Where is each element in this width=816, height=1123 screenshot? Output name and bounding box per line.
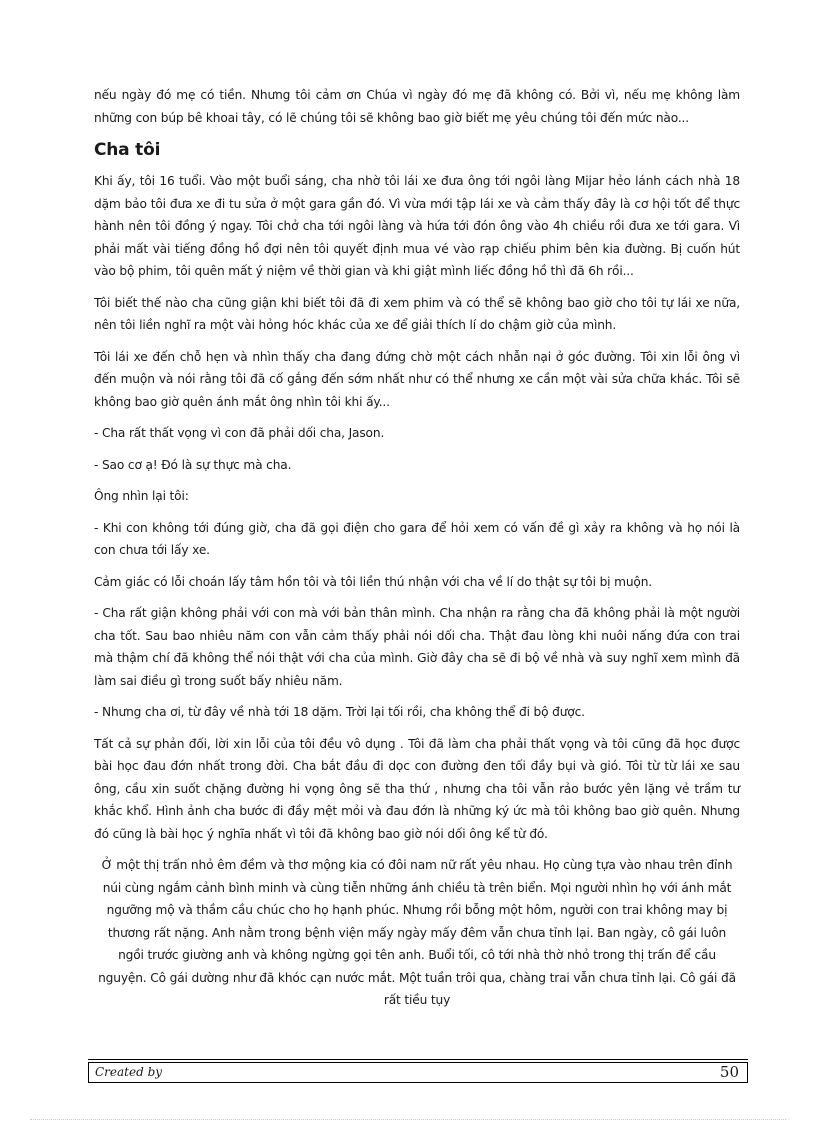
page-number: 50: [719, 1063, 739, 1081]
dialogue-line: - Sao cơ ạ! Đó là sự thực mà cha.: [94, 457, 292, 472]
body-paragraph: Cảm giác có lỗi choán lấy tâm hồn tôi và tôi liền thú nhận với cha về lí do thật sự tôi bị muộn.: [94, 574, 653, 589]
intro-paragraph: nếu ngày đó mẹ có tiền. Nhưng tôi cảm ơn Chúa vì ngày đó mẹ đã không có. Bởi vì, nếu mẹ không làm những con búp bê khoai tây, có lẽ chúng tôi sẽ không bao giờ biết mẹ yêu chúng tôi đến mức nào...: [94, 88, 740, 125]
page-bottom-divider: [30, 1119, 786, 1120]
dialogue-line: - Nhưng cha ơi, từ đây về nhà tới 18 dặm. Trời lại tối rồi, cha không thể đi bộ được.: [94, 705, 585, 719]
page-content: [94, 84, 740, 1021]
created-by-label: Created by: [95, 1065, 163, 1079]
body-paragraph: Tất cả sự phản đối, lời xin lỗi của tôi đều vô dụng . Tôi đã làm cha phải thất vọng và tôi cũng đã học được bài học đau đớn nhất trong đời. Cha bắt đầu đi dọc con đường đen tối đầy bụi và gió. Tôi từ từ lái xe sau ông, cầu xin suốt chặng đường hi vọng ông sẽ tha thứ , nhưng cha tôi vẫn rảo bước yên lặng vẻ trầm tư khắc khổ. Hình ảnh cha bước đi đầy mệt mỏi và đau đớn là những ký ức mà tôi không bao giờ quên. Nhưng đó cũng là bài học ý nghĩa nhất vì tôi đã không bao giờ nói dối ông kể từ đó.: [94, 736, 740, 841]
footer-rule: [88, 1059, 748, 1060]
dialogue-line: - Khi con không tới đúng giờ, cha đã gọi điện cho gara để hỏi xem có vấn đề gì xảy ra không và họ nói là con chưa tới lấy xe.: [94, 520, 740, 557]
dialogue-line: - Cha rất giận không phải với con mà với bản thân mình. Cha nhận ra rằng cha đã không phải là một người cha tốt. Sau bao nhiêu năm con vẫn cảm thấy phải nói dối cha. Thật đau lòng khi nuôi nấng đứa con trai mà thậm chí đã không thể nói thật với cha của mình. Giờ đây cha sẽ đi bộ về nhà và suy nghĩ xem mình đã làm sai điều gì trong suốt bấy nhiêu năm.: [94, 606, 740, 688]
page-footer: [88, 1062, 748, 1083]
dialogue-line: - Cha rất thất vọng vì con đã phải dối cha, Jason.: [94, 426, 385, 440]
body-paragraph: Tôi biết thế nào cha cũng giận khi biết tôi đã đi xem phim và có thể sẽ không bao giờ cho tôi tự lái xe nữa, nên tôi liền nghĩ ra một vài hỏng hóc khác của xe để giải thích lí do chậm giờ của mình.: [94, 295, 740, 332]
body-paragraph: Tôi lái xe đến chỗ hẹn và nhìn thấy cha đang đứng chờ một cách nhẫn nại ở góc đường. Tôi xin lỗi ông vì đến muộn và nói rằng tôi đã cố gắng đến sớm nhất như có thể nhưng xe cần một vài sửa chữa khác. Tôi sẽ không bao giờ quên ánh mắt ông nhìn tôi khi ấy...: [94, 349, 740, 409]
body-paragraph: Ông nhìn lại tôi:: [94, 489, 189, 503]
section-title: Cha tôi: [94, 140, 161, 160]
body-paragraph: Khi ấy, tôi 16 tuổi. Vào một buổi sáng, cha nhờ tôi lái xe đưa ông tới ngôi làng Mijar hẻo lánh cách nhà 18 dặm bảo tôi đưa xe đi tu sửa ở một gara gần đó. Vì vừa mới tập lái xe và cảm thấy đây là cơ hội tốt để thực hành nên tôi đồng ý ngay. Tôi chở cha tới ngôi làng và hứa tới đón ông vào 4h chiều rồi đưa xe tới gara. Vì phải mất vài tiếng đồng hồ đợi nên tôi quyết định mua vé vào rạp chiếu phim bên kia đường. Bị cuốn hút vào bộ phim, tôi quên mất ý niệm về thời gian và khi giật mình liếc đồng hồ thì đã 6h rồi...: [94, 174, 740, 278]
story-paragraph: Ở một thị trấn nhỏ êm đềm và thơ mộng kia có đôi nam nữ rất yêu nhau. Họ cùng tựa vào nhau trên đỉnh núi cùng ngắm cảnh bình minh và cùng tiễn những ánh chiều tà trên biển. Mọi người nhìn họ với ánh mắt ngưỡng mộ và thầm cầu chúc cho họ hạnh phúc. Nhưng rồi bỗng một hôm, người con trai không may bị thương rất nặng. Anh nằm trong bệnh viện mấy ngày mấy đêm vẫn chưa tỉnh lại. Ban ngày, cô gái luôn ngồi trước giường anh và không ngừng gọi tên anh. Buổi tối, cô tới nhà thờ nhỏ trong thị trấn để cầu nguyện. Cô gái dường như đã khóc cạn nước mắt. Một tuần trôi qua, chàng trai vẫn chưa tỉnh lại. Cô gái đã rất tiều tụy: [98, 858, 736, 1007]
